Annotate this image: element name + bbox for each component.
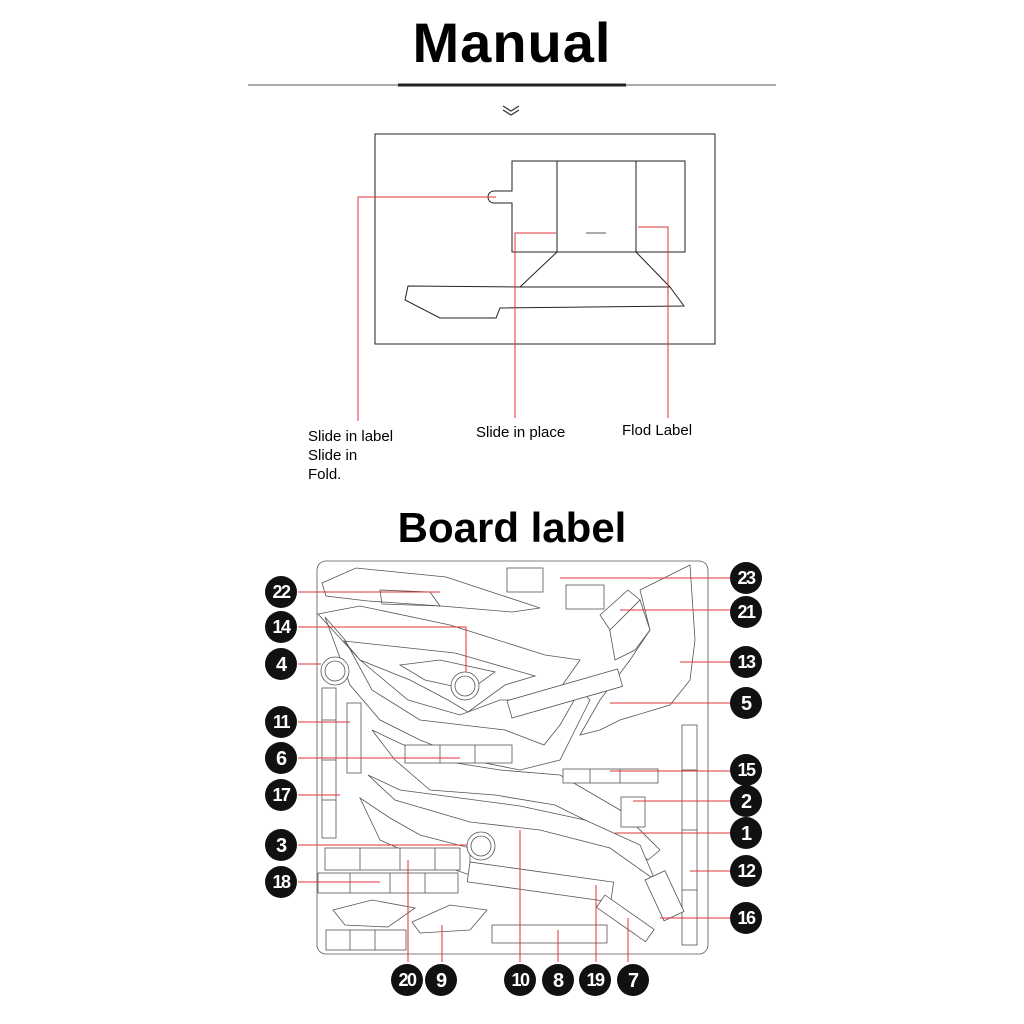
svg-text:7: 7 [627, 970, 639, 992]
label-badge-6 [265, 742, 297, 774]
svg-text:12: 12 [737, 861, 755, 881]
callout-line-3: Fold. [308, 466, 342, 483]
svg-text:10: 10 [511, 970, 529, 990]
callout-line-2: Slide in [308, 447, 358, 464]
label-badge-18 [265, 866, 297, 898]
svg-text:1: 1 [740, 823, 752, 845]
svg-text:6: 6 [275, 748, 287, 770]
label-badge-3 [265, 829, 297, 861]
svg-text:21: 21 [737, 602, 755, 622]
svg-text:13: 13 [737, 652, 755, 672]
manual-title: Manual [412, 11, 612, 74]
label-badge-7 [617, 964, 649, 996]
part-18 [318, 873, 458, 893]
label-badge-17 [265, 779, 297, 811]
label-badge-4 [265, 648, 297, 680]
label-badge-23 [730, 562, 762, 594]
board-label-title: Board label [397, 504, 627, 551]
label-badge-22 [265, 576, 297, 608]
svg-text:5: 5 [740, 693, 752, 715]
label-badge-21 [730, 596, 762, 628]
svg-text:17: 17 [272, 785, 290, 805]
manual-diagram [375, 134, 715, 344]
svg-text:19: 19 [586, 970, 604, 990]
part-12 [682, 725, 697, 945]
tab-piece [488, 161, 685, 252]
svg-text:14: 14 [272, 617, 290, 637]
label-badge-14 [265, 611, 297, 643]
svg-text:22: 22 [272, 582, 290, 602]
manual-callout-lines [358, 197, 668, 421]
label-badge-8 [542, 964, 574, 996]
part-20-strip [326, 930, 406, 950]
base-piece [405, 286, 684, 318]
callout-slide-in-place: Slide in place [476, 424, 566, 441]
svg-text:9: 9 [435, 970, 447, 992]
label-badge-16 [730, 902, 762, 934]
double-chevron-down-icon [503, 106, 519, 115]
part-6 [405, 745, 512, 763]
svg-text:20: 20 [398, 970, 416, 990]
part-17 [322, 688, 336, 838]
svg-text:16: 16 [737, 908, 755, 928]
label-badge-15 [730, 754, 762, 786]
label-badge-12 [730, 855, 762, 887]
label-badge-2 [730, 785, 762, 817]
manual-frame [375, 134, 715, 344]
callout-line-1: Slide in label [308, 428, 394, 445]
part-8 [492, 925, 607, 943]
svg-text:18: 18 [272, 872, 290, 892]
label-badge-13 [730, 646, 762, 678]
part-11 [347, 703, 361, 773]
part-23-box [507, 568, 543, 592]
part-3-strip [325, 848, 460, 870]
label-badge-20 [391, 964, 423, 996]
label-badge-1 [730, 817, 762, 849]
svg-text:15: 15 [737, 760, 755, 780]
part-23 [566, 585, 604, 609]
label-badge-19 [579, 964, 611, 996]
callout-fold-label: Flod Label [622, 422, 693, 439]
svg-text:11: 11 [272, 712, 290, 732]
label-badge-5 [730, 687, 762, 719]
label-badge-11 [265, 706, 297, 738]
svg-text:8: 8 [552, 970, 564, 992]
label-badge-10 [504, 964, 536, 996]
label-badge-9 [425, 964, 457, 996]
svg-text:2: 2 [740, 791, 752, 813]
svg-text:4: 4 [275, 654, 287, 676]
svg-text:23: 23 [737, 568, 755, 588]
svg-text:3: 3 [275, 835, 287, 857]
